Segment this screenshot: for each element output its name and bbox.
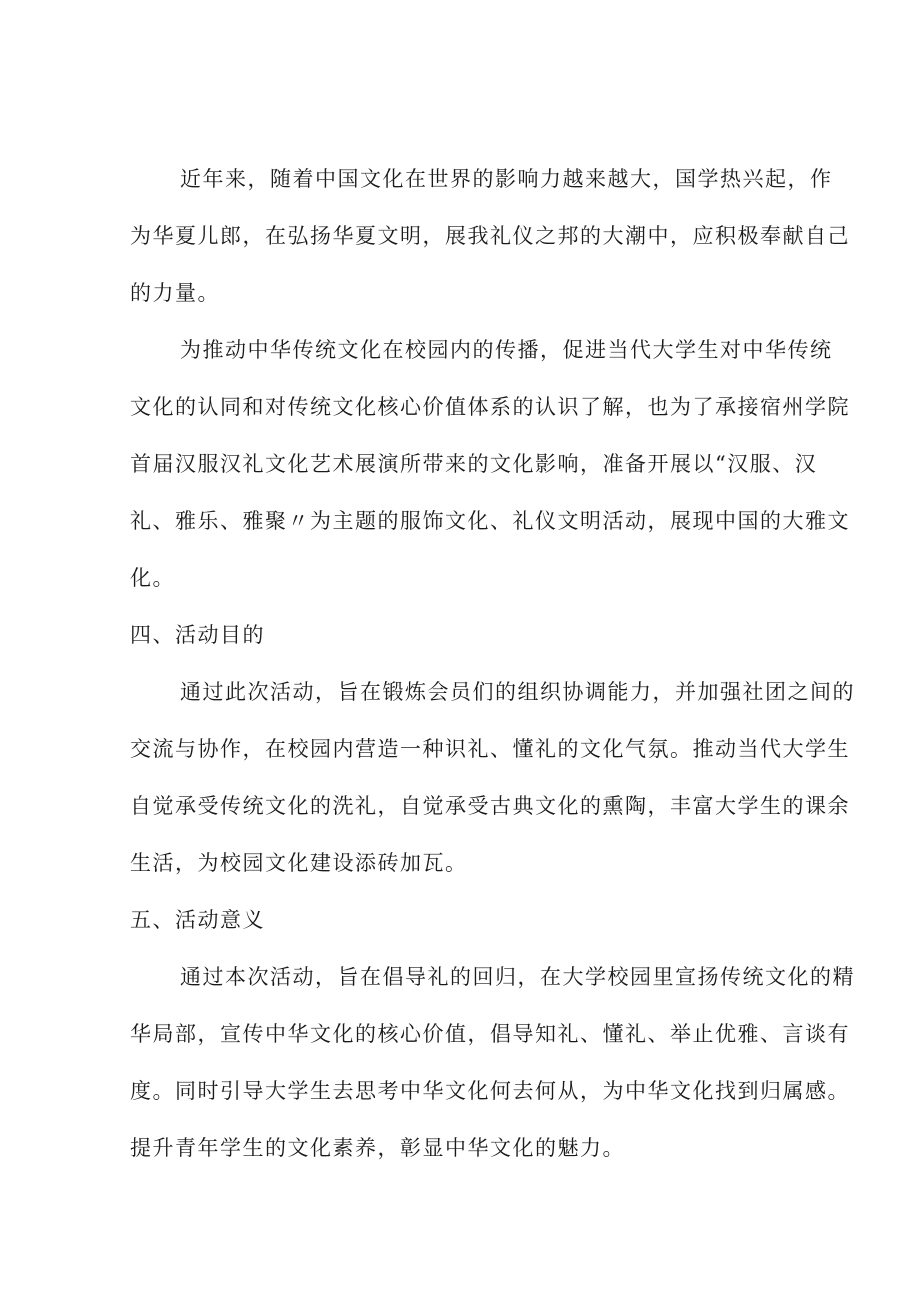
section-4-line-4: 生活，为校园文化建设添砖加瓦。: [130, 851, 468, 875]
section-4-line-3: 自觉承受传统文化的洗礼，自觉承受古典文化的熏陶，丰富大学生的课余: [130, 794, 850, 818]
paragraph-1-line-3: 的力量。: [130, 281, 220, 305]
paragraph-1-line-2: 为华夏儿郎，在弘扬华夏文明，展我礼仪之邦的大潮中，应积极奉献自己: [130, 224, 850, 248]
section-5-line-3: 度。同时引导大学生去思考中华文化何去何从，为中华文化找到归属感。: [130, 1079, 850, 1103]
section-5-line-2: 华局部，宣传中华文化的核心价值，倡导知礼、懂礼、举止优雅、言谈有: [130, 1022, 850, 1046]
paragraph-1-line-1: 近年来，随着中国文化在世界的影响力越来越大，国学热兴起，作: [180, 167, 833, 191]
paragraph-2-line-4: 礼、雅乐、雅聚〃为主题的服饰文化、礼仪文明活动，展现中国的大雅文: [130, 509, 850, 533]
section-4-line-1: 通过此次活动，旨在锻炼会员们的组织协调能力，并加强社团之间的: [180, 680, 855, 704]
paragraph-2-line-1: 为推动中华传统文化在校园内的传播，促进当代大学生对中华传统: [180, 338, 833, 362]
paragraph-2-line-5: 化。: [130, 566, 175, 590]
section-4-line-2: 交流与协作，在校园内营造一种识礼、懂礼的文化气氛。推动当代大学生: [130, 737, 850, 761]
paragraph-2-line-3: 首届汉服汉礼文化艺术展演所带来的文化影响，准备开展以“汉服、汉: [130, 452, 818, 476]
section-4-heading: 四、活动目的: [130, 623, 265, 647]
section-5-line-1: 通过本次活动，旨在倡导礼的回归，在大学校园里宣扬传统文化的精: [180, 965, 855, 989]
paragraph-2-line-2: 文化的认同和对传统文化核心价值体系的认识了解，也为了承接宿州学院: [130, 395, 850, 419]
section-5-heading: 五、活动意义: [130, 908, 265, 932]
section-5-line-4: 提升青年学生的文化素养，彰显中华文化的魅力。: [130, 1136, 625, 1160]
